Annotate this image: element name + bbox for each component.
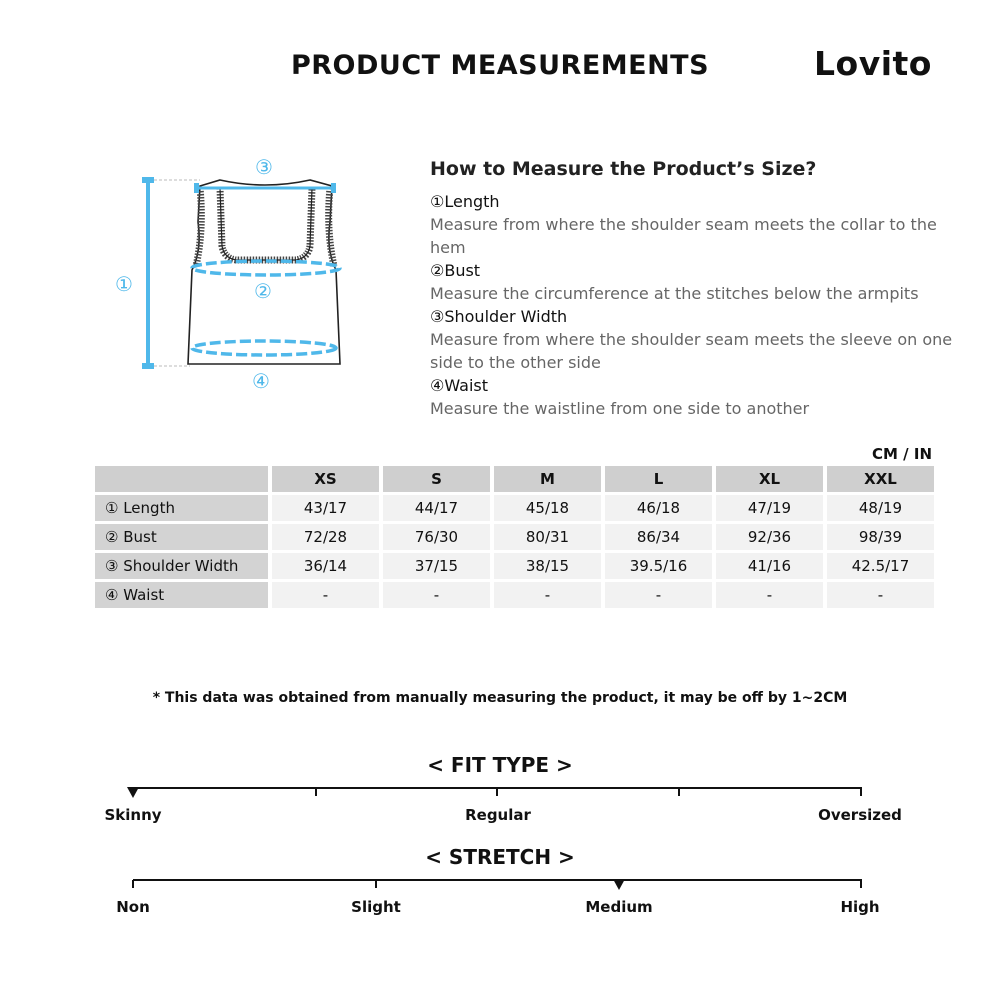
table-cell: 44/17	[383, 495, 490, 521]
table-cell: 92/36	[716, 524, 823, 550]
table-cell: 48/19	[827, 495, 934, 521]
size-table	[91, 463, 938, 611]
fit-label-regular: Regular	[465, 806, 531, 824]
table-cell: 43/17	[272, 495, 379, 521]
measurement-note: * This data was obtained from manually measuring the product, it may be off by 1~2CM	[152, 690, 848, 706]
length-title: ①Length	[430, 192, 500, 211]
table-cell: 37/15	[383, 553, 490, 579]
stretch-tick	[860, 880, 862, 888]
size-header: L	[605, 466, 712, 492]
size-header: M	[494, 466, 601, 492]
table-row	[95, 495, 934, 521]
shoulder-title: ③Shoulder Width	[430, 307, 568, 326]
table-cell: 41/16	[716, 553, 823, 579]
table-cell: -	[494, 582, 601, 608]
table-cell: 42.5/17	[827, 553, 934, 579]
table-cell: -	[605, 582, 712, 608]
table-cell: -	[383, 582, 490, 608]
marker-shoulder: ③	[255, 155, 273, 179]
stretch-indicator-icon	[613, 879, 625, 890]
table-corner	[95, 466, 268, 492]
stretch-label-non: Non	[116, 898, 150, 916]
table-row	[95, 582, 934, 608]
row-label: ② Bust	[95, 524, 268, 550]
table-cell: 80/31	[494, 524, 601, 550]
table-row	[95, 553, 934, 579]
marker-length: ①	[115, 272, 133, 296]
stretch-tick	[132, 880, 134, 888]
bust-description: Measure the circumference at the stitches below the armpits	[430, 284, 919, 303]
marker-waist: ④	[252, 369, 270, 393]
table-cell: 39.5/16	[605, 553, 712, 579]
fit-type-tick	[678, 788, 680, 796]
stretch-label-medium: Medium	[585, 898, 653, 916]
row-label: ① Length	[95, 495, 268, 521]
row-label: ④ Waist	[95, 582, 268, 608]
fit-type-indicator-icon	[127, 787, 139, 798]
table-cell: 47/19	[716, 495, 823, 521]
table-row	[95, 524, 934, 550]
stretch-label-slight: Slight	[351, 898, 401, 916]
stretch-scale	[133, 879, 862, 881]
fit-type-tick	[496, 788, 498, 796]
row-label: ③ Shoulder Width	[95, 553, 268, 579]
bust-title: ②Bust	[430, 261, 481, 280]
table-cell: 76/30	[383, 524, 490, 550]
fit-type-tick	[860, 788, 862, 796]
table-cell: -	[716, 582, 823, 608]
size-header: S	[383, 466, 490, 492]
fit-label-oversized: Oversized	[818, 806, 902, 824]
table-cell: -	[827, 582, 934, 608]
brand-logo: Lovito	[814, 44, 932, 83]
size-header: XL	[716, 466, 823, 492]
marker-bust: ②	[254, 279, 272, 303]
waist-description: Measure the waistline from one side to another	[430, 399, 810, 418]
table-cell: -	[272, 582, 379, 608]
table-cell: 46/18	[605, 495, 712, 521]
stretch-title: < STRETCH >	[425, 845, 575, 869]
tank-top-diagram	[100, 150, 360, 400]
how-to-heading: How to Measure the Product’s Size?	[430, 158, 817, 180]
table-cell: 72/28	[272, 524, 379, 550]
units-label: CM / IN	[872, 445, 932, 463]
shoulder-description: Measure from where the shoulder seam meets the sleeve on one side to the other side	[430, 330, 953, 372]
table-cell: 86/34	[605, 524, 712, 550]
size-header: XXL	[827, 466, 934, 492]
fit-type-tick	[315, 788, 317, 796]
waist-title: ④Waist	[430, 376, 488, 395]
length-description: Measure from where the shoulder seam meets the collar to the hem	[430, 215, 937, 257]
table-cell: 36/14	[272, 553, 379, 579]
page-title: PRODUCT MEASUREMENTS	[290, 50, 710, 81]
table-cell: 98/39	[827, 524, 934, 550]
table-header-row	[95, 466, 934, 492]
size-header: XS	[272, 466, 379, 492]
table-cell: 45/18	[494, 495, 601, 521]
how-to-measure-section	[430, 158, 970, 420]
stretch-tick	[375, 880, 377, 888]
table-cell: 38/15	[494, 553, 601, 579]
fit-label-skinny: Skinny	[104, 806, 162, 824]
fit-type-title: < FIT TYPE >	[427, 753, 573, 777]
stretch-label-high: High	[840, 898, 880, 916]
